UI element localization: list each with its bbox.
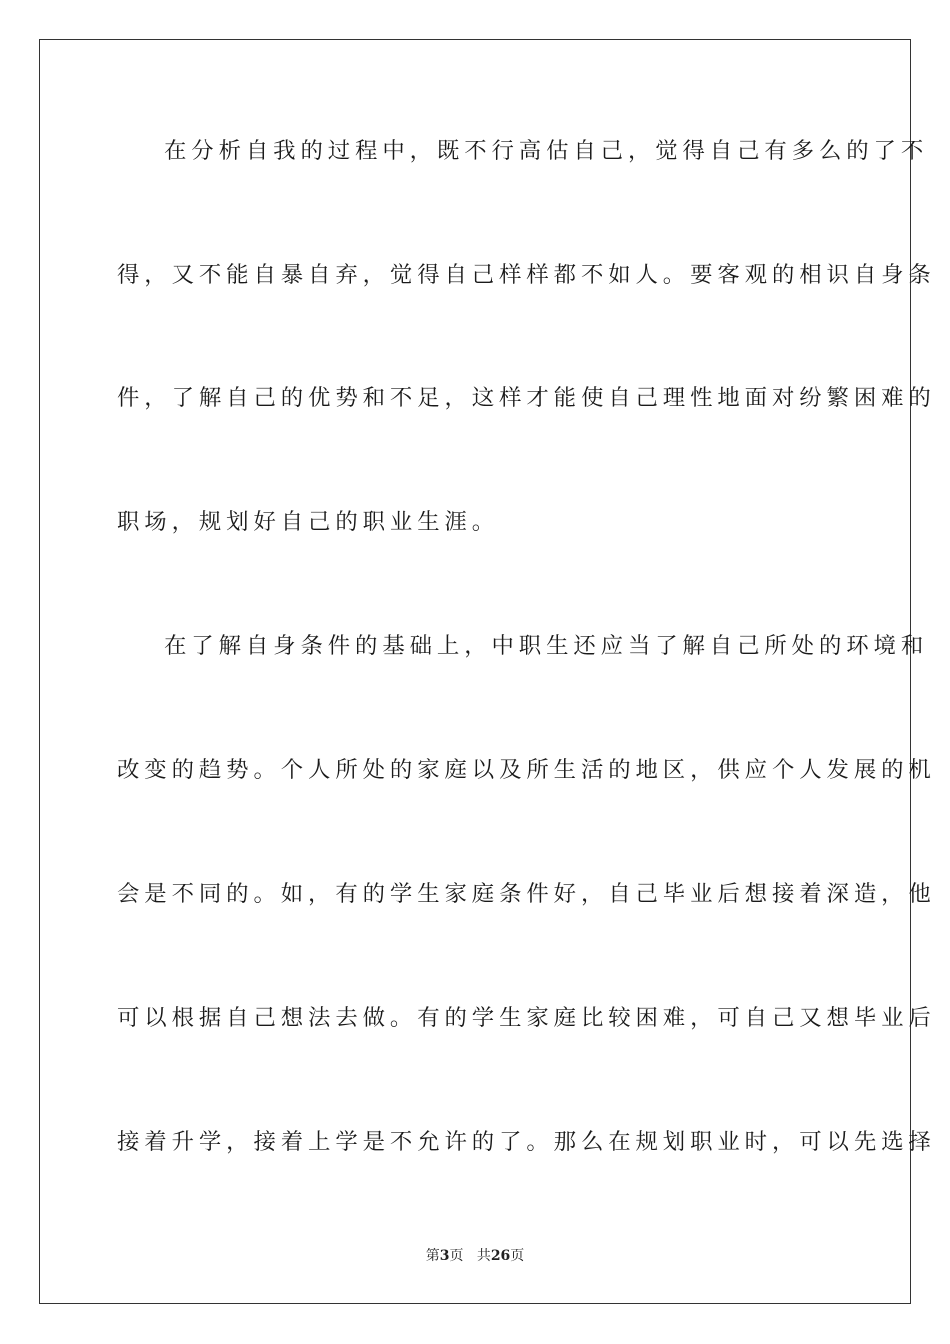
- page-frame: [39, 39, 936, 1304]
- paragraph-2-line-1: 在了解自身条件的基础上，中职生还应当了解自己所处的环境和: [164, 633, 929, 659]
- paragraph-2-line-4: 可以根据自己想法去做。有的学生家庭比较困难，可自己又想毕业后: [117, 1005, 936, 1031]
- paragraph-1-line-2: 得，又不能自暴自弃，觉得自己样样都不如人。要客观的相识自身条: [117, 262, 936, 288]
- total-prefix: 共: [476, 1248, 491, 1264]
- paragraph-2-line-5: 接着升学，接着上学是不允许的了。那么在规划职业时，可以先选择: [117, 1129, 936, 1155]
- paragraph-1-line-4: 职场，规划好自己的职业生涯。: [117, 509, 500, 535]
- paragraph-2-line-3: 会是不同的。如，有的学生家庭条件好，自己毕业后想接着深造，他: [117, 881, 936, 907]
- page-number: 3: [439, 1248, 450, 1264]
- paragraph-1-line-3: 件，了解自己的优势和不足，这样才能使自己理性地面对纷繁困难的: [117, 385, 936, 411]
- page-suffix: 页: [449, 1248, 464, 1264]
- page-prefix: 第: [425, 1248, 440, 1264]
- total-suffix: 页: [510, 1248, 525, 1264]
- paragraph-2-line-2: 改变的趋势。个人所处的家庭以及所生活的地区，供应个人发展的机: [117, 757, 936, 783]
- paragraph-1-line-1: 在分析自我的过程中，既不行高估自己，觉得自己有多么的了不: [164, 138, 929, 164]
- total-pages: 26: [490, 1248, 511, 1264]
- page-footer: [0, 1247, 950, 1265]
